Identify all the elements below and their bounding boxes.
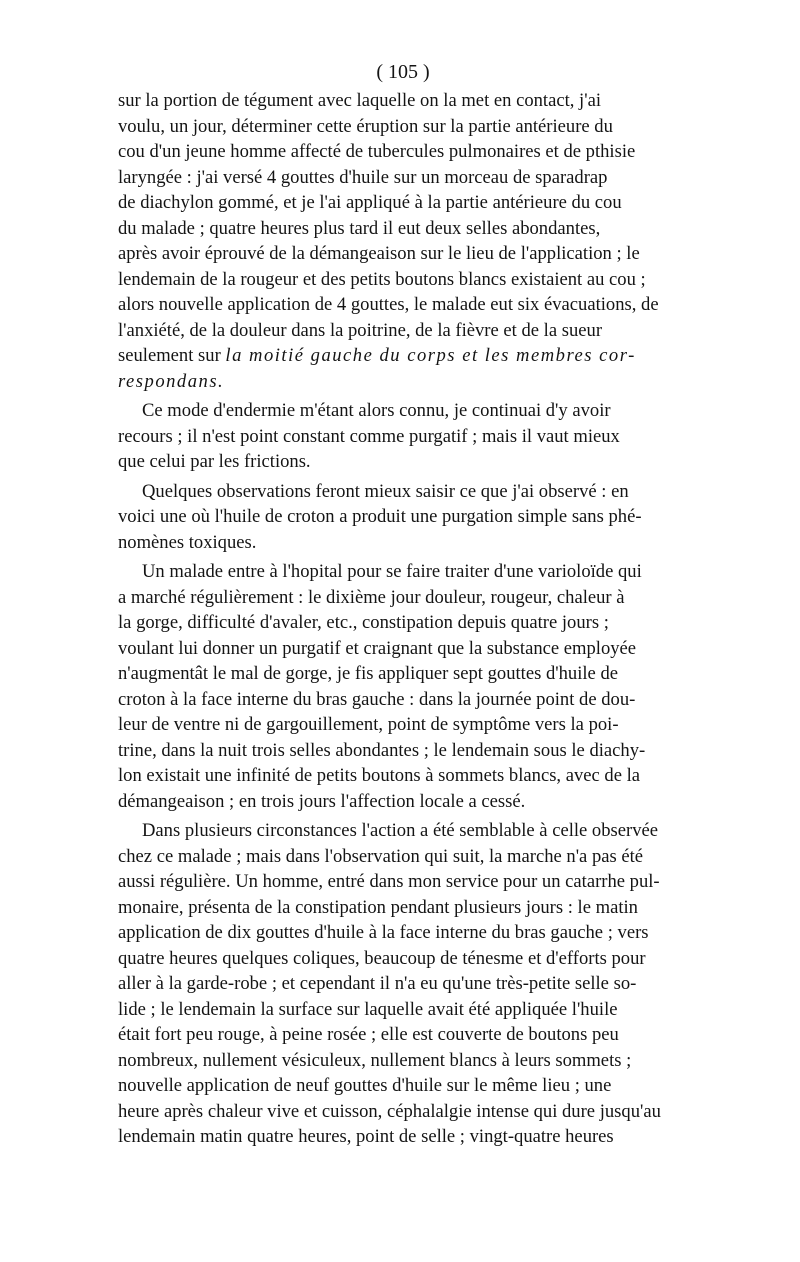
text-line: de diachylon gommé, et je l'ai appliqué à la partie antérieure du cou	[118, 192, 622, 213]
text-line: voici une où l'huile de croton a produit une purgation simple sans phé-	[118, 506, 642, 527]
text-line: lendemain matin quatre heures, point de selle ; vingt-quatre heures	[118, 1126, 614, 1147]
text-line: trine, dans la nuit trois selles abondantes ; le lendemain sous le diachy-	[118, 739, 646, 761]
text-line: aussi régulière. Un homme, entré dans mon service pour un catarrhe pul-	[118, 871, 660, 892]
text-line: Quelques observations feront mieux saisir ce que j'ai observé : en	[142, 480, 629, 502]
text-line: voulu, un jour, déterminer cette éruption sur la partie antérieure du	[118, 115, 613, 137]
text-line: Ce mode d'endermie m'étant alors connu, je continuai d'y avoir	[142, 400, 611, 421]
text-line: sur la portion de tégument avec laquelle on la met en contact, j'ai	[118, 90, 601, 111]
text-line: laryngée : j'ai versé 4 gouttes d'huile sur un morceau de sparadrap	[118, 166, 608, 188]
text-line: lendemain de la rougeur et des petits boutons blancs existaient au cou ;	[118, 268, 646, 290]
paragraph-5	[118, 818, 680, 1150]
text-line: leur de ventre ni de gargouillement, point de symptôme vers la poi-	[118, 714, 619, 735]
plain-text: seulement sur	[118, 345, 226, 366]
text-line: la gorge, difficulté d'avaler, etc., constipation depuis quatre jours ;	[118, 612, 609, 633]
paragraph-1	[118, 88, 680, 394]
text-line: voulant lui donner un purgatif et craignant que la substance employée	[118, 637, 637, 659]
text-line: n'augmentât le mal de gorge, je fis appliquer sept gouttes d'huile de	[118, 663, 618, 684]
italic-emphasis: respondans.	[118, 370, 225, 392]
paragraph-3	[118, 479, 680, 556]
text-line: quatre heures quelques coliques, beaucoup de ténesme et d'efforts pour	[118, 947, 646, 969]
text-line: monaire, présenta de la constipation pendant plusieurs jours : le matin	[118, 896, 638, 918]
text-line: alors nouvelle application de 4 gouttes, le malade eut six évacuations, de	[118, 294, 659, 315]
text-line	[118, 343, 680, 369]
text-line: heure après chaleur vive et cuisson, céphalalgie intense qui dure jusqu'au	[118, 1100, 661, 1122]
text-line: démangeaison ; en trois jours l'affection locale a cessé.	[118, 790, 526, 812]
text-line: du malade ; quatre heures plus tard il eut deux selles abondantes,	[118, 217, 601, 239]
text-line: Un malade entre à l'hopital pour se faire traiter d'une varioloïde qui	[142, 561, 642, 582]
text-line: était fort peu rouge, à peine rosée ; elle est couverte de boutons peu	[118, 1024, 619, 1045]
text-line: chez ce malade ; mais dans l'observation qui suit, la marche n'a pas été	[118, 845, 644, 867]
italic-emphasis: la moitié gauche du corps et les membres cor-	[225, 345, 636, 366]
text-line: a marché régulièrement : le dixième jour douleur, rougeur, chaleur à	[118, 586, 625, 608]
text-line: l'anxiété, de la douleur dans la poitrine, de la fièvre et de la sueur	[118, 319, 603, 341]
book-page	[118, 58, 680, 1150]
text-line: aller à la garde-robe ; et cependant il n'a eu qu'une très-petite selle so-	[118, 973, 637, 994]
text-line: nombreux, nullement vésiculeux, nullement blancs à leurs sommets ;	[118, 1049, 632, 1071]
page-number: ( 105 )	[376, 61, 430, 83]
text-line: cou d'un jeune homme affecté de tubercules pulmonaires et de pthisie	[118, 141, 636, 162]
text-line: nouvelle application de neuf gouttes d'huile sur le même lieu ; une	[118, 1075, 612, 1096]
text-line: lon existait une infinité de petits boutons à sommets blancs, avec de la	[118, 765, 641, 786]
paragraph-4	[118, 559, 680, 814]
text-line: lide ; le lendemain la surface sur laquelle avait été appliquée l'huile	[118, 998, 618, 1020]
text-line: que celui par les frictions.	[118, 451, 311, 472]
text-line: croton à la face interne du bras gauche : dans la journée point de dou-	[118, 688, 636, 710]
text-line: après avoir éprouvé de la démangeaison sur le lieu de l'application ; le	[118, 243, 640, 264]
text-line: Dans plusieurs circonstances l'action a été semblable à celle observée	[142, 820, 659, 841]
paragraph-2	[118, 398, 680, 475]
text-line: application de dix gouttes d'huile à la face interne du bras gauche ; vers	[118, 922, 649, 943]
text-line: recours ; il n'est point constant comme purgatif ; mais il vaut mieux	[118, 425, 620, 447]
text-line: nomènes toxiques.	[118, 531, 257, 553]
